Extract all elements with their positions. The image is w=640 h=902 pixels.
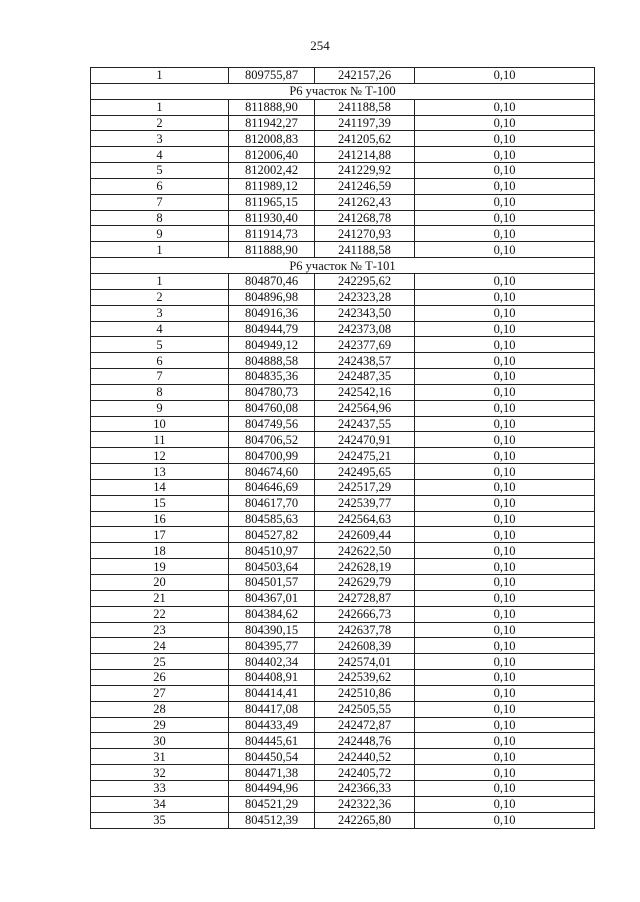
- table-row: [91, 479, 595, 495]
- table-row: [91, 178, 595, 194]
- point-number-cell: 22: [91, 606, 229, 622]
- point-number-cell: 7: [91, 369, 229, 385]
- x-coordinate-cell: 804450,54: [229, 749, 315, 765]
- x-coordinate-cell: 812006,40: [229, 147, 315, 163]
- accuracy-cell: 0,10: [415, 717, 595, 733]
- accuracy-cell: 0,10: [415, 701, 595, 717]
- accuracy-cell: 0,10: [415, 178, 595, 194]
- y-coordinate-cell: 242322,36: [315, 796, 415, 812]
- x-coordinate-cell: 811930,40: [229, 210, 315, 226]
- point-number-cell: 30: [91, 733, 229, 749]
- table-row: [91, 115, 595, 131]
- accuracy-cell: 0,10: [415, 337, 595, 353]
- x-coordinate-cell: 804512,39: [229, 812, 315, 828]
- x-coordinate-cell: 804402,34: [229, 654, 315, 670]
- table-row: [91, 400, 595, 416]
- point-number-cell: 5: [91, 337, 229, 353]
- y-coordinate-cell: 241229,92: [315, 163, 415, 179]
- y-coordinate-cell: 242448,76: [315, 733, 415, 749]
- point-number-cell: 6: [91, 353, 229, 369]
- y-coordinate-cell: 242438,57: [315, 353, 415, 369]
- y-coordinate-cell: 242542,16: [315, 384, 415, 400]
- y-coordinate-cell: 242295,62: [315, 273, 415, 289]
- accuracy-cell: 0,10: [415, 353, 595, 369]
- table-row: [91, 147, 595, 163]
- x-coordinate-cell: 804646,69: [229, 479, 315, 495]
- accuracy-cell: 0,10: [415, 273, 595, 289]
- x-coordinate-cell: 804700,99: [229, 448, 315, 464]
- y-coordinate-cell: 242629,79: [315, 575, 415, 591]
- table-row: [91, 559, 595, 575]
- point-number-cell: 32: [91, 765, 229, 781]
- table-row: [91, 495, 595, 511]
- point-number-cell: 2: [91, 115, 229, 131]
- table-row: [91, 780, 595, 796]
- table-row: [91, 511, 595, 527]
- y-coordinate-cell: 242437,55: [315, 416, 415, 432]
- table-row: [91, 369, 595, 385]
- y-coordinate-cell: 242608,39: [315, 638, 415, 654]
- point-number-cell: 5: [91, 163, 229, 179]
- x-coordinate-cell: 804835,36: [229, 369, 315, 385]
- x-coordinate-cell: 804494,96: [229, 780, 315, 796]
- point-number-cell: 4: [91, 147, 229, 163]
- table-row: [91, 733, 595, 749]
- accuracy-cell: 0,10: [415, 622, 595, 638]
- section-heading-row: [91, 258, 595, 274]
- y-coordinate-cell: 242505,55: [315, 701, 415, 717]
- x-coordinate-cell: 811914,73: [229, 226, 315, 242]
- point-number-cell: 1: [91, 68, 229, 84]
- point-number-cell: 26: [91, 670, 229, 686]
- y-coordinate-cell: 241214,88: [315, 147, 415, 163]
- table-row: [91, 448, 595, 464]
- x-coordinate-cell: 804395,77: [229, 638, 315, 654]
- point-number-cell: 35: [91, 812, 229, 828]
- x-coordinate-cell: 804503,64: [229, 559, 315, 575]
- accuracy-cell: 0,10: [415, 733, 595, 749]
- table-row: [91, 131, 595, 147]
- table-row: [91, 194, 595, 210]
- y-coordinate-cell: 242495,65: [315, 464, 415, 480]
- x-coordinate-cell: 811888,90: [229, 242, 315, 258]
- accuracy-cell: 0,10: [415, 321, 595, 337]
- accuracy-cell: 0,10: [415, 559, 595, 575]
- point-number-cell: 1: [91, 242, 229, 258]
- point-number-cell: 11: [91, 432, 229, 448]
- x-coordinate-cell: 804367,01: [229, 590, 315, 606]
- x-coordinate-cell: 804706,52: [229, 432, 315, 448]
- x-coordinate-cell: 811942,27: [229, 115, 315, 131]
- point-number-cell: 3: [91, 305, 229, 321]
- x-coordinate-cell: 804527,82: [229, 527, 315, 543]
- x-coordinate-cell: 804888,58: [229, 353, 315, 369]
- accuracy-cell: 0,10: [415, 305, 595, 321]
- accuracy-cell: 0,10: [415, 99, 595, 115]
- y-coordinate-cell: 242470,91: [315, 432, 415, 448]
- table-row: [91, 606, 595, 622]
- y-coordinate-cell: 242539,62: [315, 670, 415, 686]
- y-coordinate-cell: 242564,96: [315, 400, 415, 416]
- accuracy-cell: 0,10: [415, 479, 595, 495]
- x-coordinate-cell: 804760,08: [229, 400, 315, 416]
- point-number-cell: 8: [91, 210, 229, 226]
- x-coordinate-cell: 804749,56: [229, 416, 315, 432]
- x-coordinate-cell: 811989,12: [229, 178, 315, 194]
- x-coordinate-cell: 811965,15: [229, 194, 315, 210]
- x-coordinate-cell: 809755,87: [229, 68, 315, 84]
- y-coordinate-cell: 242323,28: [315, 289, 415, 305]
- point-number-cell: 20: [91, 575, 229, 591]
- accuracy-cell: 0,10: [415, 511, 595, 527]
- table-row: [91, 543, 595, 559]
- accuracy-cell: 0,10: [415, 115, 595, 131]
- section-heading: Р6 участок № Т-100: [91, 83, 595, 99]
- point-number-cell: 6: [91, 178, 229, 194]
- y-coordinate-cell: 242622,50: [315, 543, 415, 559]
- y-coordinate-cell: 242539,77: [315, 495, 415, 511]
- x-coordinate-cell: 804896,98: [229, 289, 315, 305]
- accuracy-cell: 0,10: [415, 812, 595, 828]
- table-row: [91, 622, 595, 638]
- table-row: [91, 575, 595, 591]
- accuracy-cell: 0,10: [415, 147, 595, 163]
- point-number-cell: 8: [91, 384, 229, 400]
- accuracy-cell: 0,10: [415, 68, 595, 84]
- point-number-cell: 29: [91, 717, 229, 733]
- y-coordinate-cell: 241205,62: [315, 131, 415, 147]
- accuracy-cell: 0,10: [415, 575, 595, 591]
- y-coordinate-cell: 242564,63: [315, 511, 415, 527]
- y-coordinate-cell: 241246,59: [315, 178, 415, 194]
- y-coordinate-cell: 242728,87: [315, 590, 415, 606]
- accuracy-cell: 0,10: [415, 685, 595, 701]
- point-number-cell: 12: [91, 448, 229, 464]
- table-row: [91, 432, 595, 448]
- y-coordinate-cell: 242475,21: [315, 448, 415, 464]
- table-row: [91, 163, 595, 179]
- accuracy-cell: 0,10: [415, 448, 595, 464]
- accuracy-cell: 0,10: [415, 384, 595, 400]
- y-coordinate-cell: 242510,86: [315, 685, 415, 701]
- x-coordinate-cell: 804585,63: [229, 511, 315, 527]
- y-coordinate-cell: 242440,52: [315, 749, 415, 765]
- y-coordinate-cell: 242487,35: [315, 369, 415, 385]
- point-number-cell: 13: [91, 464, 229, 480]
- x-coordinate-cell: 804433,49: [229, 717, 315, 733]
- table-row: [91, 289, 595, 305]
- accuracy-cell: 0,10: [415, 749, 595, 765]
- accuracy-cell: 0,10: [415, 432, 595, 448]
- accuracy-cell: 0,10: [415, 464, 595, 480]
- point-number-cell: 16: [91, 511, 229, 527]
- y-coordinate-cell: 242366,33: [315, 780, 415, 796]
- y-coordinate-cell: 242517,29: [315, 479, 415, 495]
- accuracy-cell: 0,10: [415, 289, 595, 305]
- point-number-cell: 10: [91, 416, 229, 432]
- x-coordinate-cell: 804521,29: [229, 796, 315, 812]
- point-number-cell: 27: [91, 685, 229, 701]
- x-coordinate-cell: 804617,70: [229, 495, 315, 511]
- table-row: [91, 68, 595, 84]
- point-number-cell: 19: [91, 559, 229, 575]
- table-row: [91, 717, 595, 733]
- y-coordinate-cell: 242377,69: [315, 337, 415, 353]
- point-number-cell: 15: [91, 495, 229, 511]
- accuracy-cell: 0,10: [415, 765, 595, 781]
- point-number-cell: 21: [91, 590, 229, 606]
- point-number-cell: 23: [91, 622, 229, 638]
- coordinates-table-body: [91, 68, 595, 829]
- x-coordinate-cell: 812002,42: [229, 163, 315, 179]
- accuracy-cell: 0,10: [415, 780, 595, 796]
- x-coordinate-cell: 804780,73: [229, 384, 315, 400]
- accuracy-cell: 0,10: [415, 194, 595, 210]
- table-row: [91, 321, 595, 337]
- x-coordinate-cell: 804471,38: [229, 765, 315, 781]
- accuracy-cell: 0,10: [415, 242, 595, 258]
- x-coordinate-cell: 804384,62: [229, 606, 315, 622]
- table-row: [91, 670, 595, 686]
- table-row: [91, 765, 595, 781]
- accuracy-cell: 0,10: [415, 416, 595, 432]
- point-number-cell: 25: [91, 654, 229, 670]
- y-coordinate-cell: 241188,58: [315, 242, 415, 258]
- y-coordinate-cell: 241262,43: [315, 194, 415, 210]
- y-coordinate-cell: 241268,78: [315, 210, 415, 226]
- table-row: [91, 638, 595, 654]
- point-number-cell: 3: [91, 131, 229, 147]
- section-heading-row: [91, 83, 595, 99]
- x-coordinate-cell: 804870,46: [229, 273, 315, 289]
- table-row: [91, 273, 595, 289]
- y-coordinate-cell: 241197,39: [315, 115, 415, 131]
- x-coordinate-cell: 811888,90: [229, 99, 315, 115]
- x-coordinate-cell: 812008,83: [229, 131, 315, 147]
- point-number-cell: 4: [91, 321, 229, 337]
- accuracy-cell: 0,10: [415, 210, 595, 226]
- table-row: [91, 416, 595, 432]
- table-row: [91, 210, 595, 226]
- table-row: [91, 464, 595, 480]
- accuracy-cell: 0,10: [415, 369, 595, 385]
- y-coordinate-cell: 242157,26: [315, 68, 415, 84]
- point-number-cell: 7: [91, 194, 229, 210]
- accuracy-cell: 0,10: [415, 543, 595, 559]
- table-row: [91, 226, 595, 242]
- table-row: [91, 337, 595, 353]
- table-row: [91, 384, 595, 400]
- table-row: [91, 99, 595, 115]
- y-coordinate-cell: 242574,01: [315, 654, 415, 670]
- accuracy-cell: 0,10: [415, 670, 595, 686]
- x-coordinate-cell: 804916,36: [229, 305, 315, 321]
- table-row: [91, 812, 595, 828]
- page-number: 254: [310, 38, 330, 53]
- accuracy-cell: 0,10: [415, 638, 595, 654]
- table-row: [91, 242, 595, 258]
- table-row: [91, 353, 595, 369]
- table-row: [91, 527, 595, 543]
- accuracy-cell: 0,10: [415, 226, 595, 242]
- y-coordinate-cell: 242373,08: [315, 321, 415, 337]
- accuracy-cell: 0,10: [415, 606, 595, 622]
- x-coordinate-cell: 804408,91: [229, 670, 315, 686]
- point-number-cell: 2: [91, 289, 229, 305]
- accuracy-cell: 0,10: [415, 400, 595, 416]
- point-number-cell: 1: [91, 273, 229, 289]
- point-number-cell: 34: [91, 796, 229, 812]
- y-coordinate-cell: 242472,87: [315, 717, 415, 733]
- y-coordinate-cell: 242637,78: [315, 622, 415, 638]
- x-coordinate-cell: 804417,08: [229, 701, 315, 717]
- x-coordinate-cell: 804445,61: [229, 733, 315, 749]
- accuracy-cell: 0,10: [415, 163, 595, 179]
- accuracy-cell: 0,10: [415, 495, 595, 511]
- x-coordinate-cell: 804414,41: [229, 685, 315, 701]
- table-row: [91, 701, 595, 717]
- x-coordinate-cell: 804390,15: [229, 622, 315, 638]
- x-coordinate-cell: 804949,12: [229, 337, 315, 353]
- x-coordinate-cell: 804944,79: [229, 321, 315, 337]
- y-coordinate-cell: 242628,19: [315, 559, 415, 575]
- point-number-cell: 1: [91, 99, 229, 115]
- y-coordinate-cell: 242405,72: [315, 765, 415, 781]
- y-coordinate-cell: 241270,93: [315, 226, 415, 242]
- y-coordinate-cell: 242265,80: [315, 812, 415, 828]
- y-coordinate-cell: 242666,73: [315, 606, 415, 622]
- accuracy-cell: 0,10: [415, 796, 595, 812]
- x-coordinate-cell: 804510,97: [229, 543, 315, 559]
- y-coordinate-cell: 242609,44: [315, 527, 415, 543]
- point-number-cell: 28: [91, 701, 229, 717]
- table-row: [91, 305, 595, 321]
- y-coordinate-cell: 242343,50: [315, 305, 415, 321]
- table-row: [91, 685, 595, 701]
- table-row: [91, 796, 595, 812]
- coordinates-table: [90, 67, 595, 829]
- accuracy-cell: 0,10: [415, 590, 595, 606]
- x-coordinate-cell: 804501,57: [229, 575, 315, 591]
- y-coordinate-cell: 241188,58: [315, 99, 415, 115]
- x-coordinate-cell: 804674,60: [229, 464, 315, 480]
- point-number-cell: 24: [91, 638, 229, 654]
- section-heading: Р6 участок № Т-101: [91, 258, 595, 274]
- point-number-cell: 9: [91, 226, 229, 242]
- accuracy-cell: 0,10: [415, 527, 595, 543]
- point-number-cell: 31: [91, 749, 229, 765]
- point-number-cell: 18: [91, 543, 229, 559]
- accuracy-cell: 0,10: [415, 654, 595, 670]
- point-number-cell: 9: [91, 400, 229, 416]
- table-row: [91, 654, 595, 670]
- point-number-cell: 17: [91, 527, 229, 543]
- point-number-cell: 14: [91, 479, 229, 495]
- table-row: [91, 749, 595, 765]
- point-number-cell: 33: [91, 780, 229, 796]
- table-row: [91, 590, 595, 606]
- accuracy-cell: 0,10: [415, 131, 595, 147]
